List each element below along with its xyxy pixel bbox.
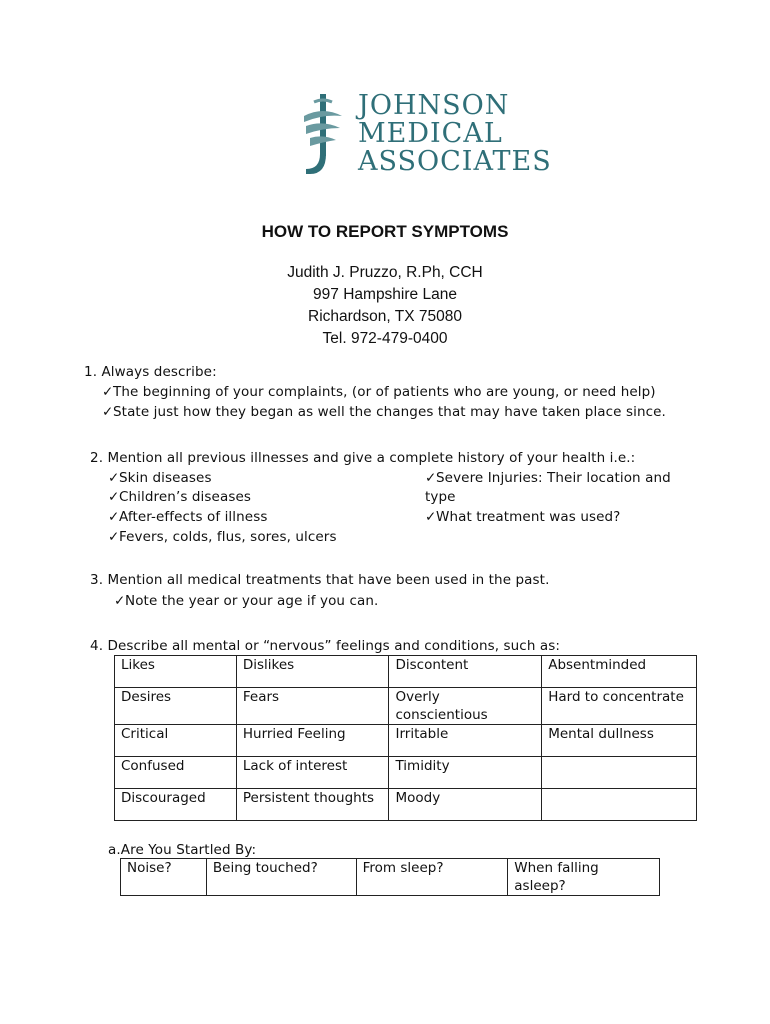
check-icon: ✓ — [102, 384, 114, 400]
section-2-right-item — [425, 470, 671, 486]
logo-line-1: JOHNSON — [358, 90, 510, 121]
table-cell: When falling asleep? — [508, 859, 660, 896]
section-2-left-item — [108, 489, 251, 505]
table-row — [115, 757, 697, 789]
section-3-item-text: Note the year or your age if you can. — [125, 593, 379, 609]
section-2-right-item — [425, 509, 620, 525]
caduceus-icon — [296, 92, 350, 178]
table-cell: From sleep? — [356, 859, 508, 896]
check-icon: ✓ — [425, 509, 437, 525]
check-icon: ✓ — [108, 470, 120, 486]
table-row — [115, 725, 697, 757]
section-2-item-text: Skin diseases — [119, 470, 212, 486]
section-2-item-text: After-effects of illness — [119, 509, 268, 525]
logo-line-2: MEDICAL — [358, 118, 503, 149]
logo — [296, 90, 552, 178]
table-cell: Hard to concentrate — [542, 688, 697, 725]
section-4-heading: 4. Describe all mental or “nervous” feelings and conditions, such as: — [90, 638, 561, 654]
table-cell: Mental dullness — [542, 725, 697, 757]
check-icon: ✓ — [108, 529, 120, 545]
section-2-heading: 2. Mention all previous illnesses and give a complete history of your health i.e.: — [90, 450, 636, 466]
table-cell: Fears — [236, 688, 389, 725]
check-icon: ✓ — [425, 470, 437, 486]
section-2-item-text: What treatment was used? — [436, 509, 621, 525]
table-cell: Persistent thoughts — [236, 789, 389, 821]
table-cell — [542, 757, 697, 789]
table-row — [115, 789, 697, 821]
table-cell: Hurried Feeling — [236, 725, 389, 757]
contact-street: 997 Hampshire Lane — [313, 286, 457, 303]
check-icon: ✓ — [114, 593, 126, 609]
section-3-item — [114, 593, 378, 609]
section-2-item-text: Severe Injuries: Their location and — [436, 470, 671, 486]
table-row — [115, 688, 697, 725]
check-icon: ✓ — [102, 404, 114, 420]
section-1-item-text: The beginning of your complaints, (or of patients who are young, or need help) — [113, 384, 656, 400]
section-2-right-item-cont: type — [425, 489, 456, 505]
section-2-left-item — [108, 470, 212, 486]
section-2-item-text: Children’s diseases — [119, 489, 251, 505]
table-cell: Moody — [389, 789, 542, 821]
contact-name: Judith J. Pruzzo, R.Ph, CCH — [287, 264, 483, 281]
table-cell: Being touched? — [206, 859, 356, 896]
feelings-table — [114, 655, 697, 821]
contact-phone: Tel. 972-479-0400 — [322, 330, 448, 347]
section-4a-heading: a.Are You Startled By: — [108, 842, 257, 858]
section-1-heading: 1. Always describe: — [84, 364, 217, 380]
table-cell: Discouraged — [115, 789, 237, 821]
logo-line-3: ASSOCIATES — [358, 146, 552, 177]
table-cell: Dislikes — [236, 656, 389, 688]
section-2-left-item — [108, 529, 337, 545]
section-1-item — [102, 384, 656, 400]
section-1-item — [102, 404, 666, 420]
table-cell: Likes — [115, 656, 237, 688]
table-cell — [542, 789, 697, 821]
section-2-item-text: Fevers, colds, flus, sores, ulcers — [119, 529, 337, 545]
table-cell: Lack of interest — [236, 757, 389, 789]
startled-table — [120, 858, 660, 896]
section-3-heading: 3. Mention all medical treatments that have been used in the past. — [90, 572, 550, 588]
table-cell: Desires — [115, 688, 237, 725]
check-icon: ✓ — [108, 489, 120, 505]
section-2-left-item — [108, 509, 267, 525]
table-cell: Noise? — [121, 859, 207, 896]
page-title: HOW TO REPORT SYMPTOMS — [261, 222, 509, 241]
check-icon: ✓ — [108, 509, 120, 525]
section-1-item-text: State just how they began as well the changes that may have taken place since. — [113, 404, 666, 420]
table-row — [121, 859, 660, 896]
table-row — [115, 656, 697, 688]
table-cell: Absentminded — [542, 656, 697, 688]
table-cell: Confused — [115, 757, 237, 789]
table-cell: Timidity — [389, 757, 542, 789]
table-cell: Overly conscientious — [389, 688, 542, 725]
table-cell: Irritable — [389, 725, 542, 757]
contact-city: Richardson, TX 75080 — [308, 308, 462, 325]
table-cell: Discontent — [389, 656, 542, 688]
table-cell: Critical — [115, 725, 237, 757]
